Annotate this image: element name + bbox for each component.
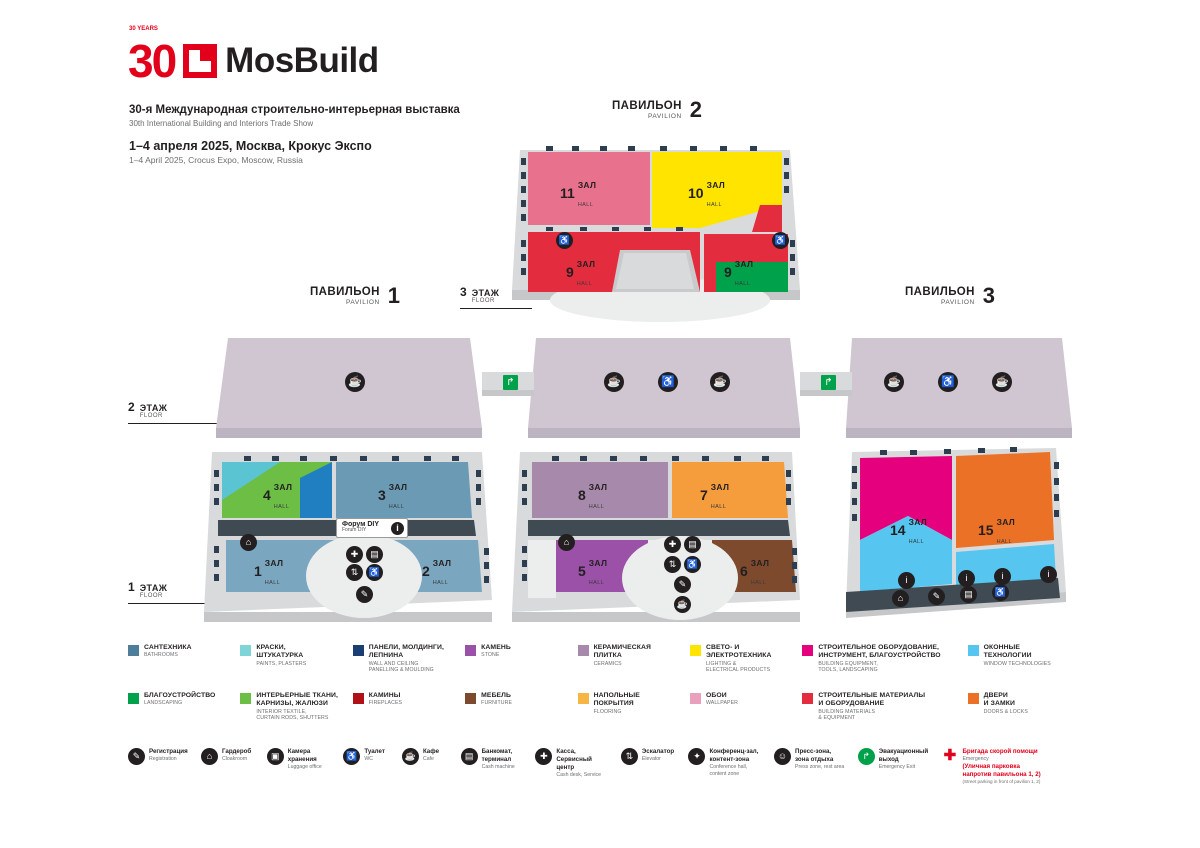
wc-icon-p1[interactable]: ♿ [366, 564, 383, 581]
legend-item-building-equipment[interactable]: СТРОИТЕЛЬНОЕ ОБОРУДОВАНИЕ, ИНСТРУМЕНТ, БЛАГОУСТРОЙСТВО BUILDING EQUIPMENT, TOOLS, LANDSCAPING [802, 644, 967, 674]
floor-1-en: FLOOR [139, 593, 163, 599]
floor-3-number: 3 [460, 285, 467, 299]
forum-diy-title-ru: Форум DIY [342, 521, 380, 528]
pavilion-3-label-ru: ПАВИЛЬОН [905, 286, 975, 298]
conference-icon: ✦ [688, 748, 705, 765]
legend-swatch [968, 645, 979, 656]
legend-row-2 [128, 692, 1080, 722]
hall-7-shape [672, 462, 788, 518]
hall-3-label[interactable]: 3 ЗАЛ HALL [378, 482, 408, 510]
hall-8-shape [532, 462, 668, 518]
legend-swatch [465, 693, 476, 704]
service-luggage[interactable]: ▣ Камера хранения Luggage office [267, 748, 332, 785]
wc-icon: ♿ [343, 748, 360, 765]
legend-swatch [578, 693, 589, 704]
cafe-icon-p2-f2-a[interactable]: ☕ [604, 372, 624, 392]
pavilion-3-label-en: PAVILION [940, 298, 975, 306]
cloakroom-icon-p1[interactable]: ⌂ [240, 534, 257, 551]
legend-row-1 [128, 644, 1080, 674]
legend-swatch [968, 693, 979, 704]
service-press-zone[interactable]: ☺ Пресс-зона, зона отдыха Press zone, rest area [774, 748, 846, 785]
hall-14-label[interactable]: 14 ЗАЛ HALL [890, 517, 928, 545]
legend-item-bathrooms[interactable]: САНТЕХНИКА BATHROOMS [128, 644, 240, 674]
legend-item-flooring[interactable]: НАПОЛЬНЫЕ ПОКРЫТИЯ FLOORING [578, 692, 690, 722]
cash-desk-icon-p1[interactable]: ✚ [346, 546, 363, 563]
hall-7-label[interactable]: 7 ЗАЛ HALL [700, 482, 730, 510]
legend-item-stone[interactable]: КАМЕНЬ STONE [465, 644, 577, 674]
info-icon-p3-c[interactable]: i [994, 568, 1011, 585]
pavilion-2-number: 2 [689, 97, 703, 122]
pavilion-2-label-en: PAVILION [647, 112, 682, 120]
cloakroom-icon-p3[interactable]: ⌂ [892, 590, 909, 607]
ambulance-note-en: (Street parking in front of pavilion 1, 2) [962, 778, 1041, 784]
hall-1-label[interactable]: 1 ЗАЛ HALL [254, 558, 284, 586]
service-ambulance[interactable]: ✚ Бригада скорой помощи Emergency (Уличная парковка напротив павильона 1, 2) (Street parking in front of pavilion 1, 2) [941, 748, 1076, 785]
cafe-icon-p2-f1[interactable]: ☕ [674, 596, 691, 613]
info-icon-p3-b[interactable]: i [958, 570, 975, 587]
wc-icon-p2-f2[interactable]: ♿ [658, 372, 678, 392]
floor-3-ru: ЭТАЖ [471, 288, 500, 298]
pavilion-3-number: 3 [982, 283, 996, 308]
legend-swatch [353, 645, 364, 656]
registration-icon-p3[interactable]: ✎ [928, 588, 945, 605]
event-title-ru: 30-я Международная строительно-интерьерная выставка [129, 104, 460, 116]
hall-8-label[interactable]: 8 ЗАЛ HALL [578, 482, 608, 510]
hall-5-label[interactable]: 5 ЗАЛ HALL [578, 558, 608, 586]
service-cash-machine[interactable]: ▤ Банкомат, терминал Cash machine [461, 748, 524, 785]
service-registration[interactable]: ✎ Регистрация Registration [128, 748, 189, 785]
forum-diy-callout[interactable] [336, 518, 408, 538]
wc-icon-p2-f3-right[interactable]: ♿ [772, 232, 789, 249]
service-conference[interactable]: ✦ Конференц-зал, контент-зона Conference hall, content zone [688, 748, 762, 785]
cafe-icon-p3-f2-b[interactable]: ☕ [992, 372, 1012, 392]
cafe-icon-p3-f2[interactable]: ☕ [884, 372, 904, 392]
emergency-exit-icon-corridor-1[interactable]: ↱ [503, 375, 518, 390]
info-icon-p3-d[interactable]: i [1040, 566, 1057, 583]
cash-machine-icon-p2[interactable]: ▤ [684, 536, 701, 553]
event-title-en: 30th International Building and Interiors Trade Show [129, 118, 314, 128]
wc-icon-p2[interactable]: ♿ [684, 556, 701, 573]
pavilion-1-label-ru: ПАВИЛЬОН [310, 286, 380, 298]
pavilion-2-label-ru: ПАВИЛЬОН [612, 100, 682, 112]
legend-swatch [128, 645, 139, 656]
cash-machine-icon-p1[interactable]: ▤ [366, 546, 383, 563]
legend-swatch [240, 693, 251, 704]
floor-2-number: 2 [128, 400, 135, 414]
cash-machine-icon-p3[interactable]: ▤ [960, 586, 977, 603]
wc-icon-p3-f2[interactable]: ♿ [938, 372, 958, 392]
cloakroom-icon-p2[interactable]: ⌂ [558, 534, 575, 551]
registration-icon-p2[interactable]: ✎ [674, 576, 691, 593]
emergency-exit-icon: ↱ [858, 748, 875, 765]
legend-swatch [690, 645, 701, 656]
wc-icon-p2-f3-left[interactable]: ♿ [556, 232, 573, 249]
hall-15-shape [956, 452, 1054, 548]
service-cash-desk[interactable]: ✚ Касса, Сервисный центр Cash desk, Service [535, 748, 609, 785]
legend-item-interior-textile[interactable]: ИНТЕРЬЕРНЫЕ ТКАНИ, КАРНИЗЫ, ЖАЛЮЗИ INTERIOR TEXTILE, CURTAIN RODS, SHUTTERS [240, 692, 352, 722]
elevator-icon: ⇅ [621, 748, 638, 765]
pavilion-2-floor1 [512, 452, 800, 622]
cafe-icon: ☕ [402, 748, 419, 765]
luggage-icon: ▣ [267, 748, 284, 765]
hall-9-landscaping-shape [716, 262, 788, 292]
emergency-exit-icon-corridor-2[interactable]: ↱ [821, 375, 836, 390]
registration-icon: ✎ [128, 748, 145, 765]
legend-swatch [802, 645, 813, 656]
hall-9-left-label[interactable]: 9 ЗАЛ HALL [566, 259, 596, 287]
legend-item-ceramics[interactable]: КЕРАМИЧЕСКАЯ ПЛИТКА CERAMICS [578, 644, 690, 674]
cloakroom-icon: ⌂ [201, 748, 218, 765]
legend-item-furniture[interactable]: МЕБЕЛЬ FURNITURE [465, 692, 577, 722]
pavilion-3-floor1 [846, 447, 1066, 618]
legend-item-wallpaper[interactable]: ОБОИ WALLPAPER [690, 692, 802, 722]
logo-years-label: 30 YEARS [129, 26, 158, 32]
hall-11-number: 11 [560, 185, 575, 201]
elevator-icon-p1[interactable]: ⇅ [346, 564, 363, 581]
hall-3-shape [336, 462, 472, 518]
hall-word-en: HALL [577, 202, 594, 208]
legend-item-fireplaces[interactable]: КАМИНЫ FIREPLACES [353, 692, 465, 722]
cash-desk-icon: ✚ [535, 748, 552, 765]
pavilion-1-label-en: PAVILION [345, 298, 380, 306]
floor-3-en: FLOOR [471, 298, 495, 304]
cafe-icon-p1-f2[interactable]: ☕ [345, 372, 365, 392]
hall-word-ru: ЗАЛ [577, 180, 597, 190]
hall-10-label[interactable]: 10 ЗАЛ HALL [688, 180, 726, 208]
info-icon-p3-a[interactable]: i [898, 572, 915, 589]
legend-item-paints[interactable]: КРАСКИ, ШТУКАТУРКА PAINTS, PLASTERS [240, 644, 352, 674]
hall-4-label[interactable]: 4 ЗАЛ HALL [263, 482, 293, 510]
service-cloakroom[interactable]: ⌂ Гардероб Cloakroom [201, 748, 255, 785]
logo-wordmark: MosBuild [225, 41, 379, 80]
floor-2-en: FLOOR [139, 413, 163, 419]
legend-swatch [690, 693, 701, 704]
cash-machine-icon: ▤ [461, 748, 478, 765]
logo-number: 30 [128, 35, 176, 87]
legend-item-doors-locks[interactable]: ДВЕРИ И ЗАМКИ DOORS & LOCKS [968, 692, 1080, 722]
hall-11-shape [528, 152, 650, 225]
hall-2-label[interactable]: 2 ЗАЛ HALL [422, 558, 452, 586]
wc-icon-p3[interactable]: ♿ [992, 584, 1009, 601]
service-emergency-exit[interactable]: ↱ Эвакуационный выход Emergency Exit [858, 748, 930, 785]
registration-icon-p1[interactable]: ✎ [356, 586, 373, 603]
service-elevator[interactable]: ⇅ Эскалатор Elevator [621, 748, 677, 785]
hall-9-right-label[interactable]: 9 ЗАЛ HALL [724, 259, 754, 287]
event-date-en: 1–4 April 2025, Crocus Expo, Moscow, Russia [129, 154, 303, 165]
pavilion-2-floor3 [512, 146, 800, 322]
pavilion-3-floor2-shape [846, 338, 1072, 428]
category-legend [128, 644, 1080, 722]
hall-15-label[interactable]: 15 ЗАЛ HALL [978, 517, 1016, 545]
legend-item-building-materials[interactable]: СТРОИТЕЛЬНЫЕ МАТЕРИАЛЫ И ОБОРУДОВАНИЕ BUILDING MATERIALS & EQUIPMENT [802, 692, 967, 722]
hall-6-label[interactable]: 6 ЗАЛ HALL [740, 558, 770, 586]
services-legend [128, 748, 1088, 785]
legend-swatch [465, 645, 476, 656]
service-wc[interactable]: ♿ Туалет WC [343, 748, 390, 785]
legend-swatch [128, 693, 139, 704]
ambulance-icon: ✚ [941, 748, 958, 765]
legend-swatch [578, 645, 589, 656]
floor-1-number: 1 [128, 580, 135, 594]
cash-desk-icon-p2[interactable]: ✚ [664, 536, 681, 553]
legend-swatch [240, 645, 251, 656]
cafe-icon-p2-f2-b[interactable]: ☕ [710, 372, 730, 392]
service-cafe[interactable]: ☕ Кафе Cafe [402, 748, 449, 785]
floor-2-ru: ЭТАЖ [139, 403, 168, 413]
legend-item-window-tech[interactable]: ОКОННЫЕ ТЕХНОЛОГИИ WINDOW TECHNOLOGIES [968, 644, 1080, 674]
legend-item-landscaping[interactable]: БЛАГОУСТРОЙСТВО LANDSCAPING [128, 692, 240, 722]
forum-diy-title-en: Forum DIY [342, 527, 367, 533]
legend-swatch [802, 693, 813, 704]
event-date-ru: 1–4 апреля 2025, Москва, Крокус Экспо [129, 138, 372, 153]
legend-swatch [353, 693, 364, 704]
ambulance-note-ru: (Уличная парковка напротив павильона 1, 2) [962, 762, 1041, 778]
floor-1-ru: ЭТАЖ [139, 583, 168, 593]
info-icon[interactable]: i [391, 522, 404, 535]
legend-item-panelling[interactable]: ПАНЕЛИ, МОЛДИНГИ, ЛЕПНИНА WALL AND CEILING PANELLING & MOULDING [353, 644, 465, 674]
pavilion-1-number: 1 [387, 283, 401, 308]
elevator-icon-p2[interactable]: ⇅ [664, 556, 681, 573]
legend-item-lighting[interactable]: СВЕТО- И ЭЛЕКТРОТЕХНИКА LIGHTING & ELECTRICAL PRODUCTS [690, 644, 802, 674]
press-zone-icon: ☺ [774, 748, 791, 765]
